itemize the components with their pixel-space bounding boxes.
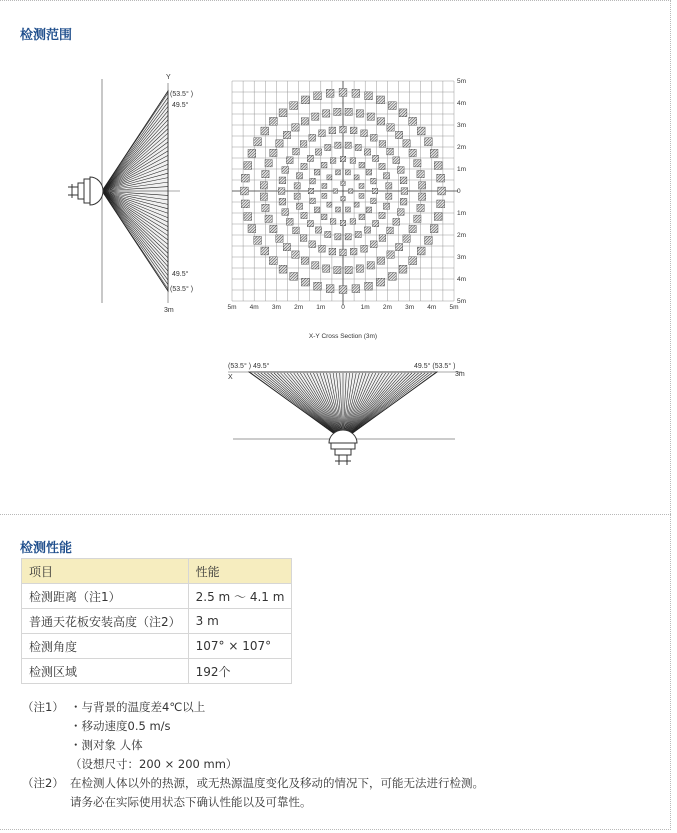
detection-zone (300, 235, 307, 242)
detection-zone (330, 158, 336, 164)
detection-zone (387, 227, 394, 234)
detection-zone (315, 149, 321, 155)
detection-zone (393, 157, 400, 164)
side-distance-label: 3m (164, 307, 174, 314)
detection-zone (354, 175, 359, 180)
row-value: 3 m (188, 609, 292, 634)
side-bottom-angle-outer: (53.5° ) (170, 286, 194, 293)
detection-zone (309, 134, 316, 141)
detection-zone (355, 231, 361, 237)
front-distance-label: 3m (455, 371, 465, 378)
detection-zone (350, 158, 356, 164)
detection-zone (401, 188, 408, 195)
detection-zone (269, 257, 277, 265)
y-tick-label: 1m (457, 210, 467, 217)
detection-zone (312, 262, 319, 269)
detection-zone (352, 89, 360, 97)
detection-zone (336, 170, 341, 175)
detection-zone (262, 171, 269, 178)
header-item: 项目 (22, 559, 189, 584)
detection-zone (417, 171, 424, 178)
detection-zone (373, 155, 379, 161)
detection-zone (434, 162, 442, 170)
detection-zone (354, 202, 359, 207)
detection-zone (365, 92, 373, 100)
detection-zone (387, 251, 394, 258)
note-2-line: 在检测人体以外的热源，或无热源温度变化及移动的情况下，可能无法进行检测。 (70, 776, 484, 790)
detection-zone (334, 267, 341, 274)
side-view-fan (102, 91, 168, 291)
detection-zone (270, 149, 277, 156)
detection-zone (340, 249, 347, 256)
table-header-row (22, 559, 292, 584)
y-tick-label: 0 (457, 188, 461, 195)
detection-zone (301, 96, 309, 104)
detection-zone (417, 204, 424, 211)
detection-zone (425, 236, 433, 244)
detection-zone (262, 204, 269, 211)
detection-performance-panel (0, 514, 671, 830)
detection-zone (414, 160, 421, 167)
y-tick-label: 3m (457, 254, 467, 261)
detection-zone (314, 207, 320, 213)
detection-zone (417, 127, 425, 135)
note-1-line: ・与背景的温度差4℃以上 (70, 700, 206, 714)
detection-zone (301, 257, 308, 264)
detection-zone (377, 96, 385, 104)
detection-zone (361, 245, 368, 252)
x-tick-label: 1m (316, 304, 326, 311)
detection-zone (334, 108, 341, 115)
detection-performance-title: 检测性能 (20, 541, 73, 556)
detection-zone (265, 160, 272, 167)
detection-zone (326, 285, 334, 293)
note-1-line: ・移动速度0.5 m/s (70, 719, 171, 733)
detection-zone (348, 189, 353, 194)
detection-zone (330, 219, 336, 225)
detection-zone (329, 127, 336, 134)
row-value: 192个 (188, 659, 292, 684)
detection-zone (335, 234, 341, 240)
detection-zone (254, 138, 262, 146)
detection-zone (356, 110, 363, 117)
detection-zone (309, 241, 316, 248)
detection-zone (325, 231, 331, 237)
row-value: 2.5 m ～ 4.1 m (188, 584, 292, 609)
detection-zone (293, 148, 300, 155)
note-1-line: ・测对象 人体 (70, 738, 143, 752)
detection-zone (279, 177, 286, 184)
x-tick-label: 4m (427, 304, 437, 311)
detection-zone (329, 248, 336, 255)
detection-zone (335, 142, 341, 148)
detection-range-figure (0, 1, 671, 515)
detection-zone (327, 175, 332, 180)
detection-zone (294, 193, 300, 199)
detection-zone (355, 144, 361, 150)
row-item: 检测区域 (22, 659, 189, 684)
row-item: 普通天花板安装高度（注2） (22, 609, 189, 634)
detection-zone (301, 212, 307, 218)
detection-zone (315, 227, 321, 233)
x-tick-label: 5m (227, 304, 237, 311)
table-row (22, 634, 292, 659)
detection-zone (350, 127, 357, 134)
detection-zone (260, 193, 267, 200)
detection-zone (312, 113, 319, 120)
x-tick-label: 3m (405, 304, 415, 311)
detection-zone (361, 130, 368, 137)
detection-zone (417, 247, 425, 255)
x-tick-label: 2m (294, 304, 304, 311)
notes-block (22, 698, 484, 812)
detection-zone (419, 182, 426, 189)
detection-zone (387, 124, 394, 131)
detection-zone (340, 156, 346, 162)
detection-zone (383, 173, 389, 179)
detection-zone (283, 244, 290, 251)
side-y-axis-label: Y (166, 74, 171, 81)
front-x-axis-label: X (228, 374, 233, 381)
detection-zone (352, 285, 360, 293)
detection-zone (437, 174, 445, 182)
detection-zone (359, 193, 364, 198)
detection-zone (248, 149, 256, 157)
detection-zone (379, 235, 386, 242)
detection-zone (364, 149, 370, 155)
detection-zone (414, 215, 421, 222)
detection-zone (261, 127, 269, 135)
detection-zone (425, 138, 433, 146)
row-value: 107° × 107° (188, 634, 292, 659)
detection-zone (323, 110, 330, 117)
detection-zone (419, 193, 426, 200)
detection-zone (373, 221, 379, 227)
detection-zone (400, 198, 407, 205)
detection-zone (301, 118, 308, 125)
side-view-diagram (68, 74, 193, 314)
x-tick-label: 1m (360, 304, 370, 311)
detection-zone (319, 245, 326, 252)
front-view-diagram (228, 362, 465, 465)
x-tick-label: 5m (449, 304, 459, 311)
detection-zone (333, 189, 338, 194)
detection-zone (314, 282, 322, 290)
note-1-line: （设想尺寸：200 × 200 mm） (70, 757, 238, 771)
note-1 (22, 698, 484, 774)
detection-zone (371, 198, 377, 204)
x-tick-label: 0 (341, 304, 345, 311)
xy-cross-section (227, 78, 466, 340)
detection-zone (241, 200, 249, 208)
detection-zone (278, 188, 285, 195)
detection-zone (325, 144, 331, 150)
front-left-angle-labels: (53.5° ) 49.5° (228, 363, 270, 370)
detection-zone (327, 202, 332, 207)
detection-zone (293, 227, 300, 234)
detection-zone (241, 174, 249, 182)
detection-zone (345, 267, 352, 274)
detection-zone (339, 89, 347, 97)
detection-zone (359, 162, 365, 168)
detection-zone (397, 209, 404, 216)
detection-zone (396, 244, 403, 251)
detection-zone (386, 193, 392, 199)
detection-zone (345, 170, 350, 175)
detection-zone (366, 207, 372, 213)
x-tick-label: 3m (271, 304, 281, 311)
y-tick-label: 5m (457, 298, 467, 305)
detection-zone (283, 131, 290, 138)
detection-zone (323, 265, 330, 272)
detection-zone (292, 251, 299, 258)
detection-zone (301, 163, 307, 169)
y-tick-label: 2m (457, 144, 467, 151)
row-item: 检测距离（注1） (22, 584, 189, 609)
cross-section-caption: X-Y Cross Section (3m) (308, 333, 378, 340)
y-tick-label: 4m (457, 100, 467, 107)
detection-zone (430, 225, 438, 233)
detection-zone (437, 200, 445, 208)
side-top-angle-outer: (53.5° ) (170, 91, 194, 98)
detection-zone (397, 167, 404, 174)
detection-zone (434, 213, 442, 221)
row-item: 检测角度 (22, 634, 189, 659)
detection-zone (409, 149, 416, 156)
detection-zone (430, 149, 438, 157)
detection-zone (399, 109, 407, 117)
detection-zone (367, 262, 374, 269)
detection-zone (396, 131, 403, 138)
detection-zone (350, 248, 357, 255)
detection-zone (339, 286, 347, 294)
detection-zone (379, 163, 385, 169)
detection-zone (377, 257, 384, 264)
side-top-angle-inner: 49.5° (172, 102, 189, 109)
y-tick-label: 3m (457, 122, 467, 129)
detection-zone (356, 265, 363, 272)
front-right-angle-labels: 49.5° (53.5° ) (414, 363, 456, 370)
detection-zone (336, 207, 341, 212)
detection-zone (399, 265, 407, 273)
detection-zone (292, 124, 299, 131)
note-2-tag: （注2） (22, 776, 64, 790)
detection-zone (279, 265, 287, 273)
detection-zone (383, 203, 389, 209)
detection-zone (260, 182, 267, 189)
detection-zone (345, 108, 352, 115)
detection-zone (340, 126, 347, 133)
detection-zone (319, 130, 326, 137)
detection-zone (326, 89, 334, 97)
detection-zone (403, 235, 410, 242)
y-tick-label: 4m (457, 276, 467, 283)
detection-zone (282, 167, 289, 174)
table-row (22, 659, 292, 684)
detection-zone (322, 193, 327, 198)
y-tick-label: 1m (457, 166, 467, 173)
detection-zone (365, 282, 373, 290)
detection-zone (388, 102, 396, 110)
y-tick-label: 2m (457, 232, 467, 239)
detection-zone (286, 157, 293, 164)
detection-zone (403, 140, 410, 147)
detection-zone (359, 214, 365, 220)
detection-zone (310, 198, 316, 204)
detection-zone (294, 183, 300, 189)
detection-zone (307, 221, 313, 227)
detection-zone (276, 235, 283, 242)
side-sensor-icon (68, 177, 103, 205)
detection-zone (290, 273, 298, 281)
detection-zone (248, 225, 256, 233)
detection-zone (308, 188, 314, 194)
detection-zone (307, 155, 313, 161)
detection-zone (296, 203, 302, 209)
detection-zone (388, 273, 396, 281)
front-sensor-icon (329, 430, 357, 465)
detection-zone (341, 196, 346, 201)
detection-zone (367, 113, 374, 120)
detection-zone (386, 183, 392, 189)
detection-zone (370, 134, 377, 141)
detection-zone (321, 162, 327, 168)
detection-zone (438, 187, 446, 195)
detection-zone (321, 214, 327, 220)
y-tick-label: 5m (457, 78, 467, 85)
detection-zone (300, 141, 307, 148)
detection-zone (296, 173, 302, 179)
detection-zone (345, 207, 350, 212)
detection-range-title: 检测范围 (20, 28, 73, 43)
detection-zone (400, 177, 407, 184)
detection-zone (379, 141, 386, 148)
detection-zone (254, 236, 262, 244)
detection-zone (409, 225, 416, 232)
detection-zone (279, 198, 286, 205)
detection-zone (370, 241, 377, 248)
detection-zone (310, 178, 316, 184)
detection-zone (270, 225, 277, 232)
table-row (22, 609, 292, 634)
detection-zone (261, 247, 269, 255)
note-2 (22, 774, 484, 812)
performance-table (21, 558, 292, 684)
detection-zone (244, 213, 252, 221)
detection-zone (314, 92, 322, 100)
detection-zone (377, 278, 385, 286)
table-row (22, 584, 292, 609)
cross-section-x-ticks (227, 304, 458, 311)
detection-zone (393, 218, 400, 225)
detection-zone (345, 142, 351, 148)
detection-zone (379, 212, 385, 218)
detection-zone (341, 181, 346, 186)
detection-zone (340, 220, 346, 226)
detection-zone (387, 148, 394, 155)
detection-zone (265, 215, 272, 222)
detection-zone (359, 184, 364, 189)
detection-zone (269, 117, 277, 125)
header-performance: 性能 (188, 559, 292, 584)
detection-zone (366, 169, 372, 175)
x-tick-label: 2m (382, 304, 392, 311)
detection-zone (377, 118, 384, 125)
cross-section-y-ticks (457, 78, 466, 305)
detection-zone (372, 188, 378, 194)
detection-zone (276, 140, 283, 147)
detection-zone (409, 117, 417, 125)
detection-zone (290, 102, 298, 110)
detection-zone (241, 187, 249, 195)
detection-zone (282, 209, 289, 216)
detection-zone (371, 178, 377, 184)
note-1-tag: （注1） (22, 700, 64, 714)
detection-zone (350, 219, 356, 225)
detection-zone (279, 109, 287, 117)
detection-zone (364, 227, 370, 233)
note-2-line: 请务必在实际使用状态下确认性能以及可靠性。 (70, 795, 312, 809)
x-tick-label: 4m (249, 304, 259, 311)
detection-zone (322, 184, 327, 189)
detection-zone (345, 234, 351, 240)
detection-zone (244, 162, 252, 170)
detection-zone (286, 218, 293, 225)
detection-zone (409, 257, 417, 265)
detection-zone (314, 169, 320, 175)
side-bottom-angle-inner: 49.5° (172, 271, 189, 278)
detection-zone (301, 278, 309, 286)
